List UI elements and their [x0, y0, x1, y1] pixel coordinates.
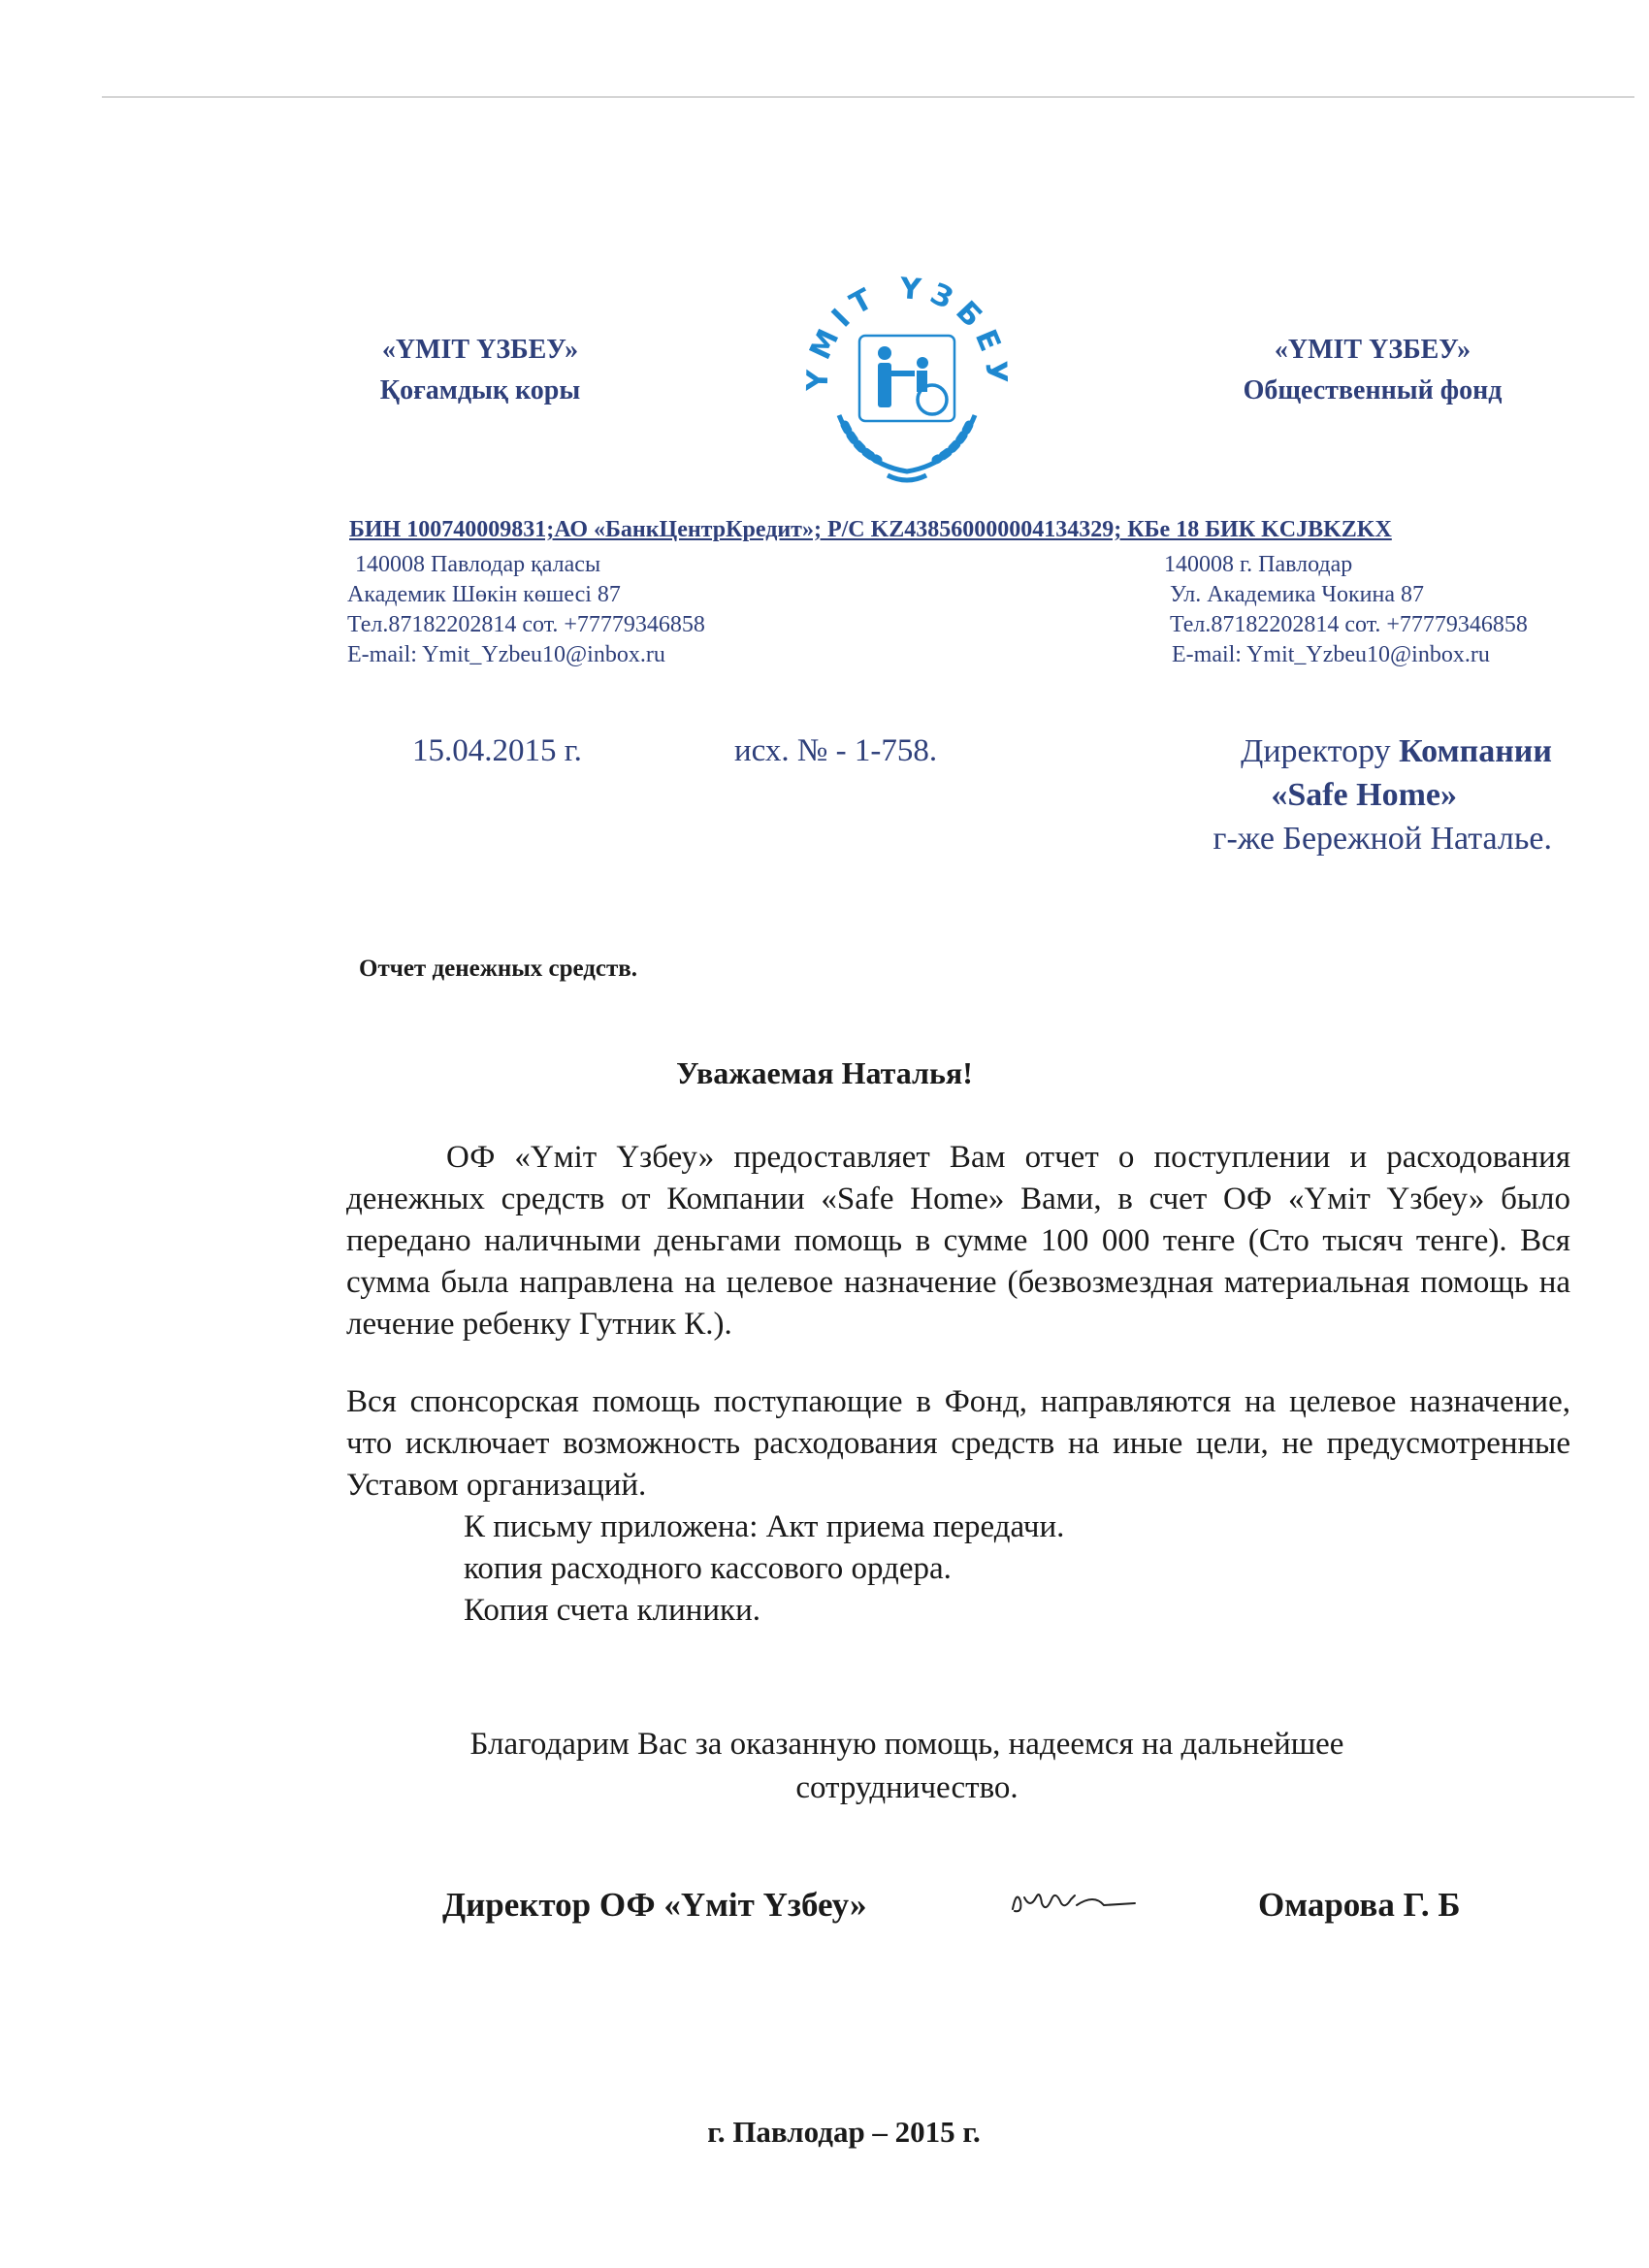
attachment-line-3: Копия счета клиники.	[464, 1593, 760, 1628]
signatory-name: Омарова Г. Б	[1258, 1886, 1461, 1924]
org-name-kz: «ҮМІТ ҮЗБЕУ»	[381, 335, 579, 365]
handwritten-signature	[1007, 1880, 1138, 1933]
outgoing-number: исх. № - 1-758.	[734, 733, 938, 768]
attachments-list	[464, 1507, 1064, 1632]
closing-line-2: сотрудничество.	[795, 1770, 1018, 1805]
closing-block	[349, 1723, 1465, 1810]
address-kz-line4: E-mail: Ymit_Yzbeu10@inbox.ru	[347, 642, 665, 667]
org-type-ru: Общественный фонд	[1243, 375, 1503, 405]
signature-scribble-icon	[1007, 1880, 1138, 1928]
bank-details: БИН 100740009831;АО «БанкЦентрКредит»; Р/С KZ438560000004134329; КБе 18 БИК KCJBKZKX	[349, 517, 1392, 542]
address-ru-line1: 140008 г. Павлодар	[1164, 552, 1353, 577]
recipient-title	[1213, 729, 1552, 773]
address-ru-line3: Тел.87182202814 сот. +77779346858	[1170, 612, 1528, 637]
body-paragraph-1-block	[346, 1137, 1570, 1345]
recipient-block	[1213, 729, 1552, 860]
org-name-ru-block	[1208, 330, 1537, 411]
top-scan-rule	[102, 96, 1634, 98]
closing-line-1: Благодарим Вас за оказанную помощь, надеемся на дальнейшее	[469, 1727, 1344, 1762]
org-type-kz: Қоғамдық коры	[379, 375, 581, 405]
recipient-title-prefix: Директору	[1241, 733, 1391, 769]
address-ru-line4: E-mail: Ymit_Yzbeu10@inbox.ru	[1172, 642, 1490, 667]
greeting: Уважаемая Наталья!	[676, 1055, 973, 1090]
recipient-person: г-же Бережной Наталье.	[1212, 821, 1552, 857]
recipient-title-bold: Компании	[1399, 733, 1552, 769]
foundation-logo	[800, 270, 1014, 488]
attachment-line-2: копия расходного кассового ордера.	[464, 1551, 952, 1586]
letter-date: 15.04.2015 г.	[412, 733, 582, 768]
footer-place-year: г. Павлодар – 2015 г.	[707, 2115, 981, 2149]
body-paragraph-2: Вся спонсорская помощь поступающие в Фонд, направляются на целевое назначение, что исключает возможность расходования средств на иные цели, не предусмотренные Уставом организаций.	[346, 1384, 1570, 1503]
wheelchair-helping-logo-icon	[800, 270, 1014, 488]
address-kz	[347, 550, 705, 670]
org-name-kz-block	[344, 330, 616, 411]
address-ru-line2: Ул. Академика Чокина 87	[1170, 582, 1424, 607]
body-paragraph-1: ОФ «Үміт Үзбеу» предоставляет Вам отчет о поступлении и расходования денежных средств от Компании «Safe Home» Вами, в счет ОФ «Үміт Үзбеу» было передано наличными деньгами помощь в сумме 100 000 тенге (Сто тысяч тенге). Вся сумма была направлена на целевое назначение (безвозмездная материальная помощь на лечение ребенку Гутник К.).	[346, 1140, 1570, 1342]
logo-ring-text: ҮМІТ ҮЗБЕУ	[800, 272, 1014, 392]
body-paragraph-2-block	[346, 1381, 1570, 1507]
address-ru	[1164, 550, 1528, 670]
attachment-line-1: К письму приложена: Акт приема передачи.	[464, 1509, 1065, 1544]
recipient-company: «Safe Home»	[1271, 777, 1457, 813]
address-kz-line3: Тел.87182202814 сот. +77779346858	[347, 612, 705, 637]
org-name-ru: «ҮМІТ ҮЗБЕУ»	[1274, 335, 1471, 365]
letter-subject: Отчет денежных средств.	[359, 956, 638, 982]
address-kz-line1: 140008 Павлодар қаласы	[355, 552, 601, 577]
address-kz-line2: Академик Шөкін көшесі 87	[347, 582, 621, 607]
signatory-position: Директор ОФ «Үміт Үзбеу»	[442, 1886, 867, 1924]
